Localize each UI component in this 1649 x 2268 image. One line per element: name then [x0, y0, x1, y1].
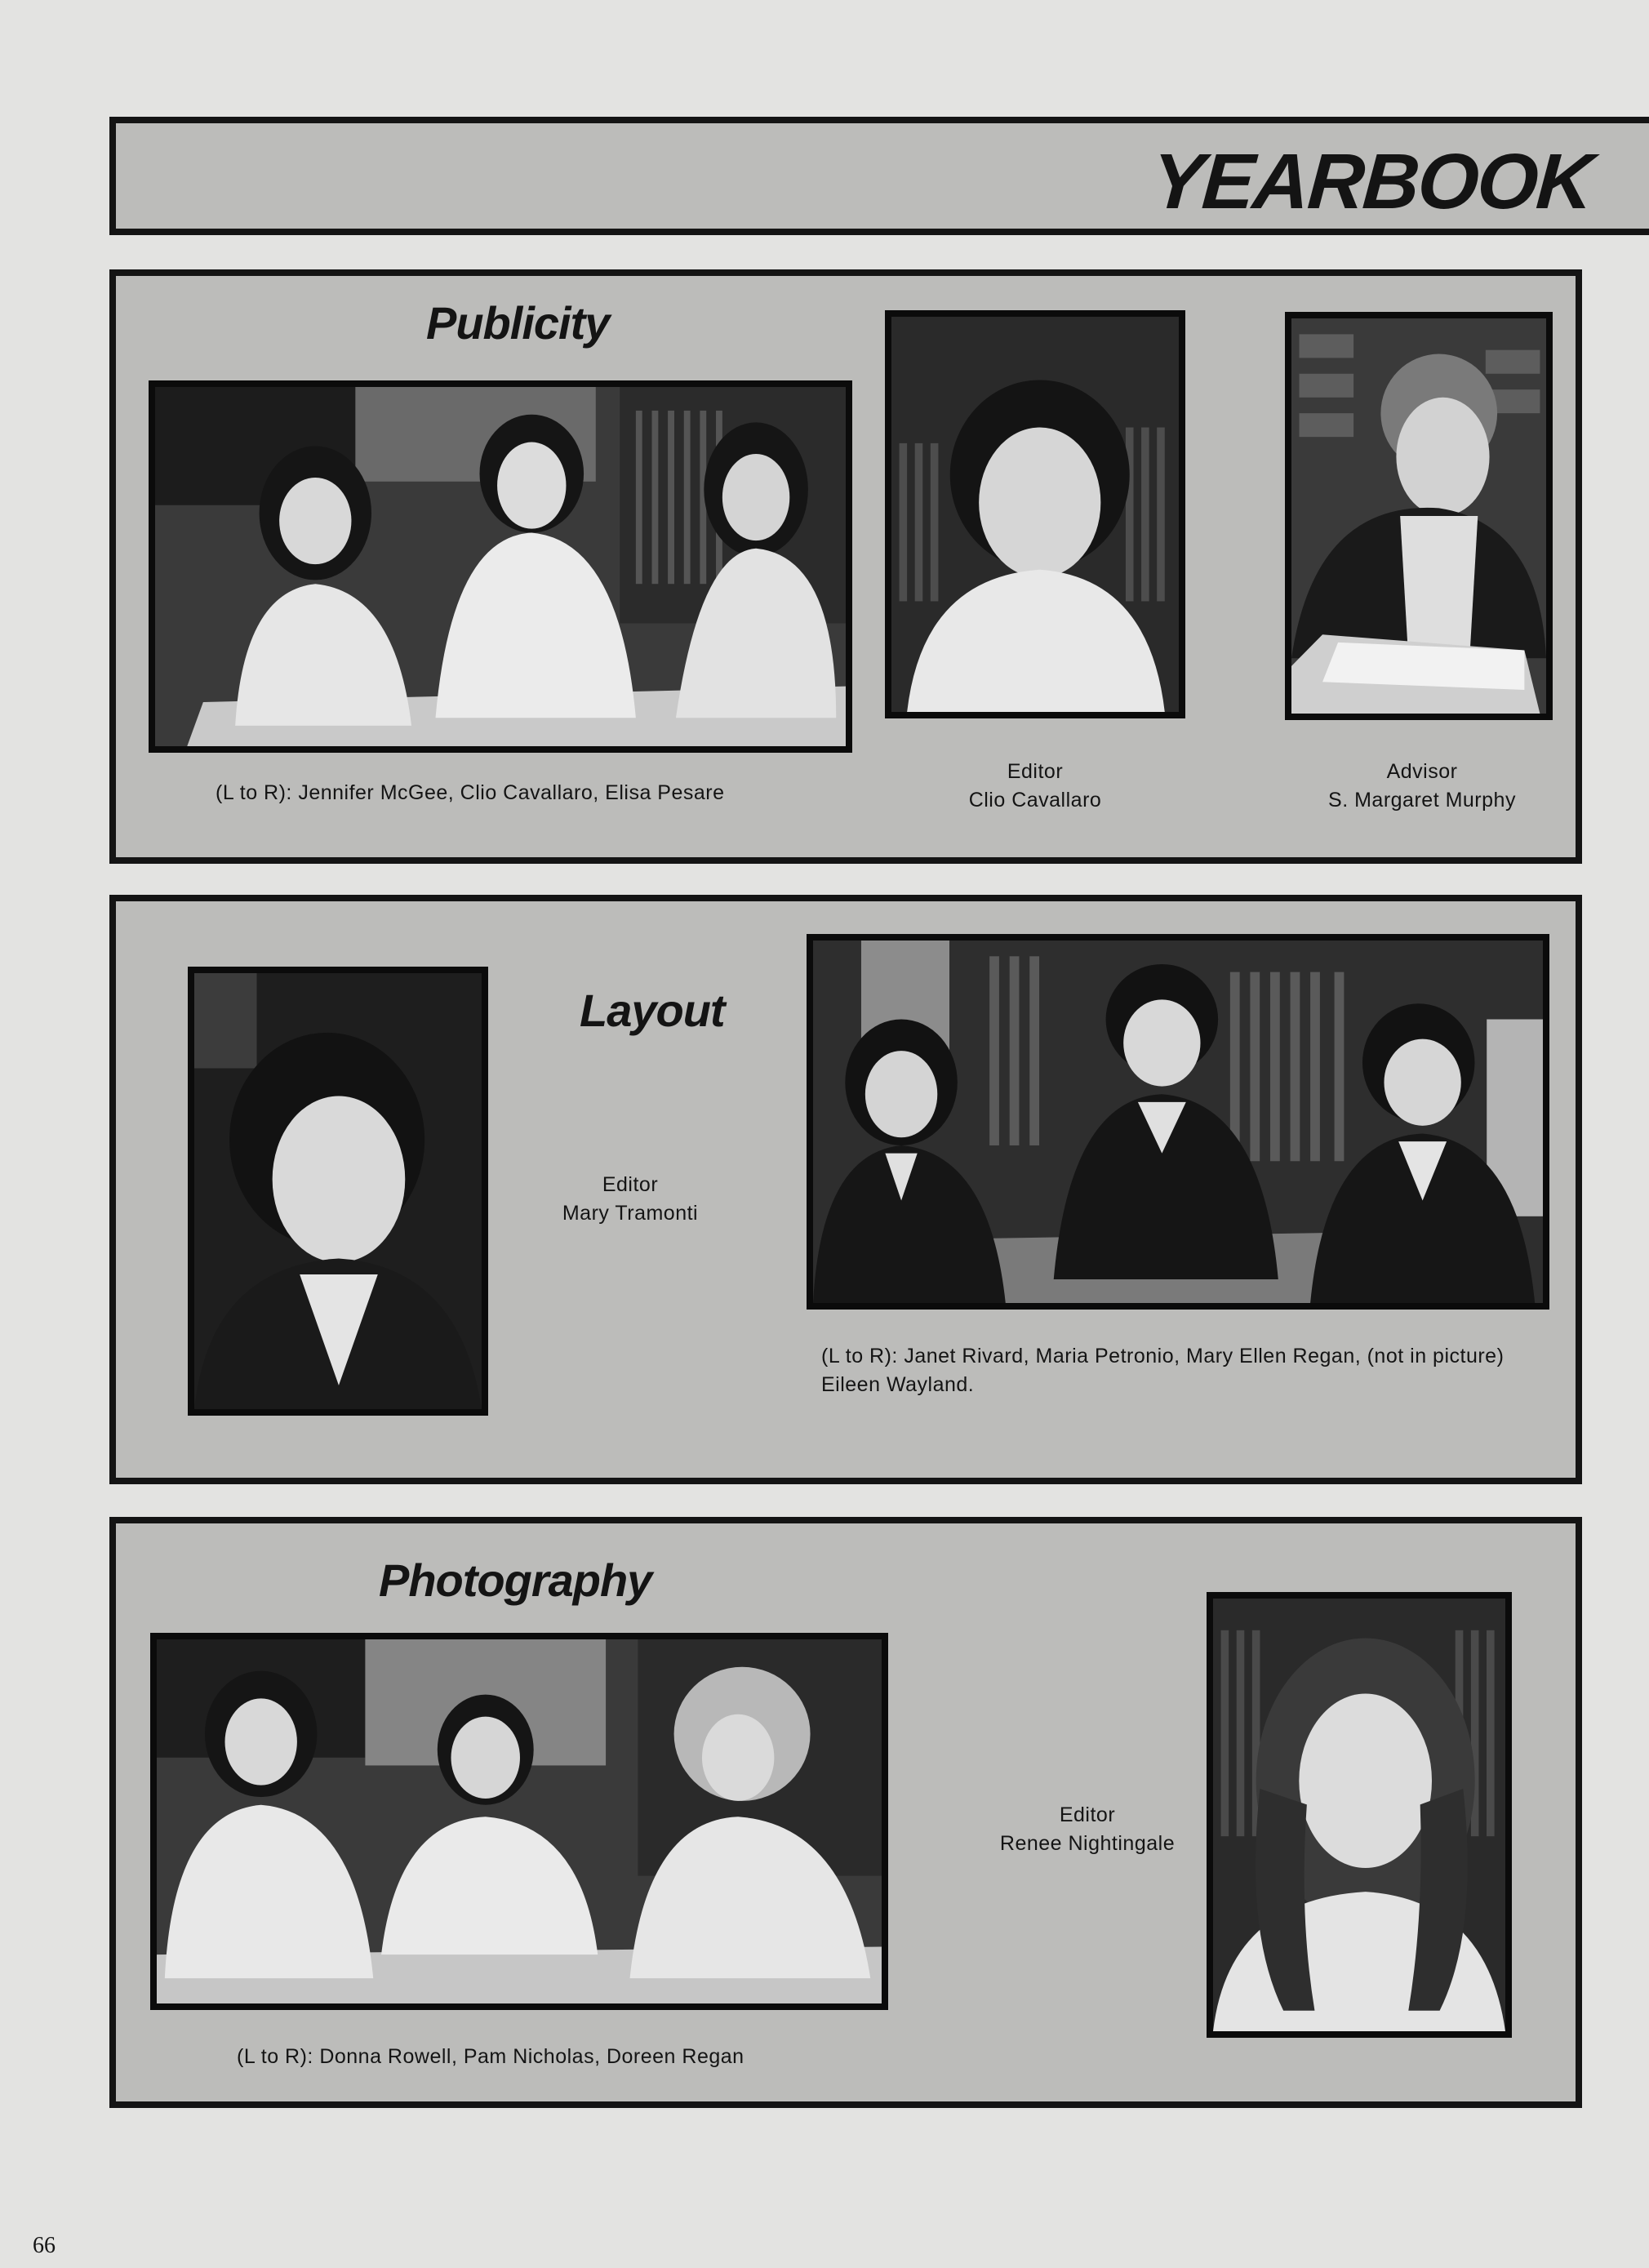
photography-editor-role: Editor — [1059, 1803, 1116, 1826]
publicity-editor-caption — [885, 758, 1185, 815]
photography-group-caption: (L to R): Donna Rowell, Pam Nicholas, Doreen Regan — [237, 2045, 744, 2068]
publicity-editor-role: Editor — [1007, 760, 1064, 783]
layout-editor-caption — [524, 1171, 736, 1228]
layout-editor-photo — [188, 967, 488, 1416]
publicity-advisor-caption — [1267, 758, 1577, 815]
photography-editor-name: Renee Nightingale — [999, 1832, 1176, 1855]
publicity-group-caption: (L to R): Jennifer McGee, Clio Cavallaro, Elisa Pesare — [216, 781, 725, 804]
layout-group-caption-line1: (L to R): Janet Rivard, Maria Petronio, Mary Ellen Regan, (not in picture) — [821, 1345, 1505, 1367]
layout-editor-role: Editor — [602, 1173, 659, 1196]
layout-group-caption-line2: Eileen Wayland. — [821, 1373, 975, 1396]
layout-section-title: Layout — [580, 985, 725, 1036]
publicity-advisor-photo — [1285, 312, 1553, 720]
header-band — [109, 117, 1649, 235]
publicity-group-photo — [149, 380, 852, 753]
layout-group-photo — [807, 934, 1549, 1310]
publicity-section-title: Publicity — [426, 297, 610, 349]
photography-panel — [109, 1517, 1582, 2108]
layout-group-caption — [821, 1342, 1572, 1399]
layout-panel — [109, 895, 1582, 1484]
publicity-panel — [109, 269, 1582, 864]
page-title: YEARBOOK — [1149, 138, 1595, 225]
publicity-editor-photo — [885, 310, 1185, 718]
photography-group-photo — [150, 1633, 888, 2010]
layout-editor-name: Mary Tramonti — [562, 1202, 699, 1225]
publicity-advisor-name: S. Margaret Murphy — [1328, 789, 1516, 812]
page-number: 66 — [33, 2233, 56, 2258]
photography-editor-caption — [965, 1801, 1210, 1858]
photography-section-title: Photography — [379, 1554, 652, 1606]
publicity-editor-name: Clio Cavallaro — [968, 789, 1102, 812]
photography-editor-photo — [1207, 1592, 1512, 2038]
publicity-advisor-role: Advisor — [1386, 760, 1458, 783]
